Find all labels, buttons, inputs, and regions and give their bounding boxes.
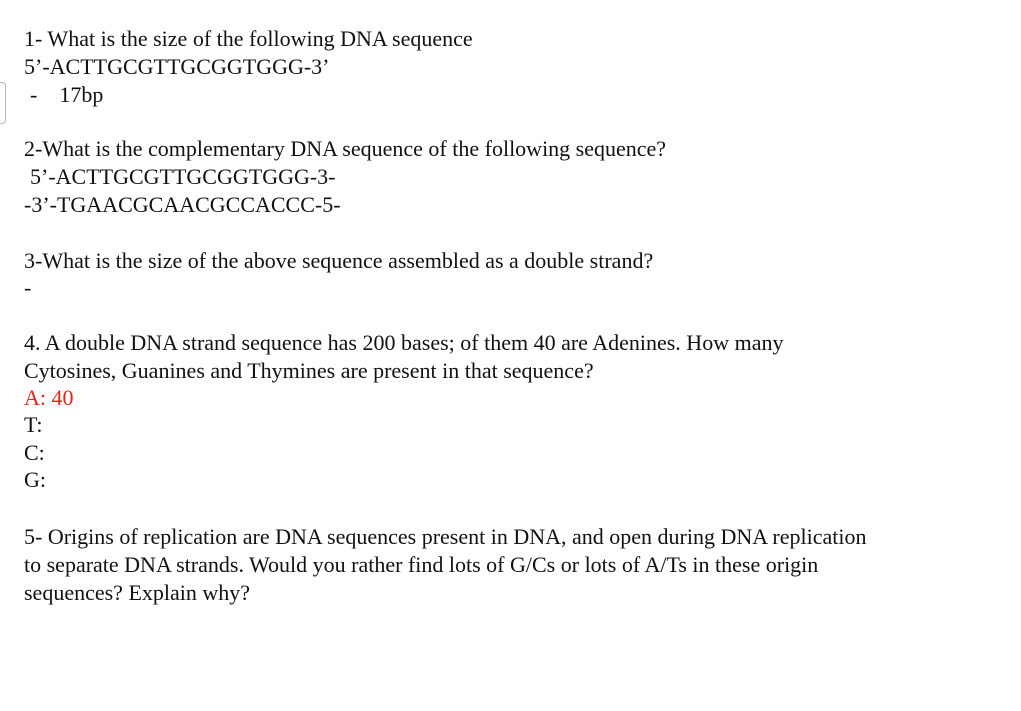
q5-line3: sequences? Explain why? [24,580,251,605]
q5-line1: 5- Origins of replication are DNA sequences present in DNA, and open during DNA replication [24,524,867,549]
q1-sequence: 5’-ACTTGCGTTGCGGTGGG-3’ [24,54,330,79]
q4-question-line1: 4. A double DNA strand sequence has 200 bases; of them 40 are Adenines. How many [24,330,784,355]
margin-tab [0,82,6,124]
q4-answer-c: C: [24,440,45,465]
q4-answer-g: G: [24,467,46,492]
q3-question: 3-What is the size of the above sequence assembled as a double strand? [24,248,654,273]
q1-question: 1- What is the size of the following DNA sequence [24,26,473,51]
q4-answer-t: T: [24,412,43,437]
q1-answer: - 17bp [30,82,104,107]
q3-answer: - [24,275,32,300]
q2-sequence: 5’-ACTTGCGTTGCGGTGGG-3- [30,164,336,189]
q2-answer: -3’-TGAACGCAACGCCACCC-5- [24,192,341,217]
q4-answer-a: A: 40 [24,385,74,410]
q2-question: 2-What is the complementary DNA sequence of the following sequence? [24,136,667,161]
q5-line2: to separate DNA strands. Would you rather find lots of G/Cs or lots of A/Ts in these origin [24,552,819,577]
q4-question-line2: Cytosines, Guanines and Thymines are present in that sequence? [24,358,594,383]
